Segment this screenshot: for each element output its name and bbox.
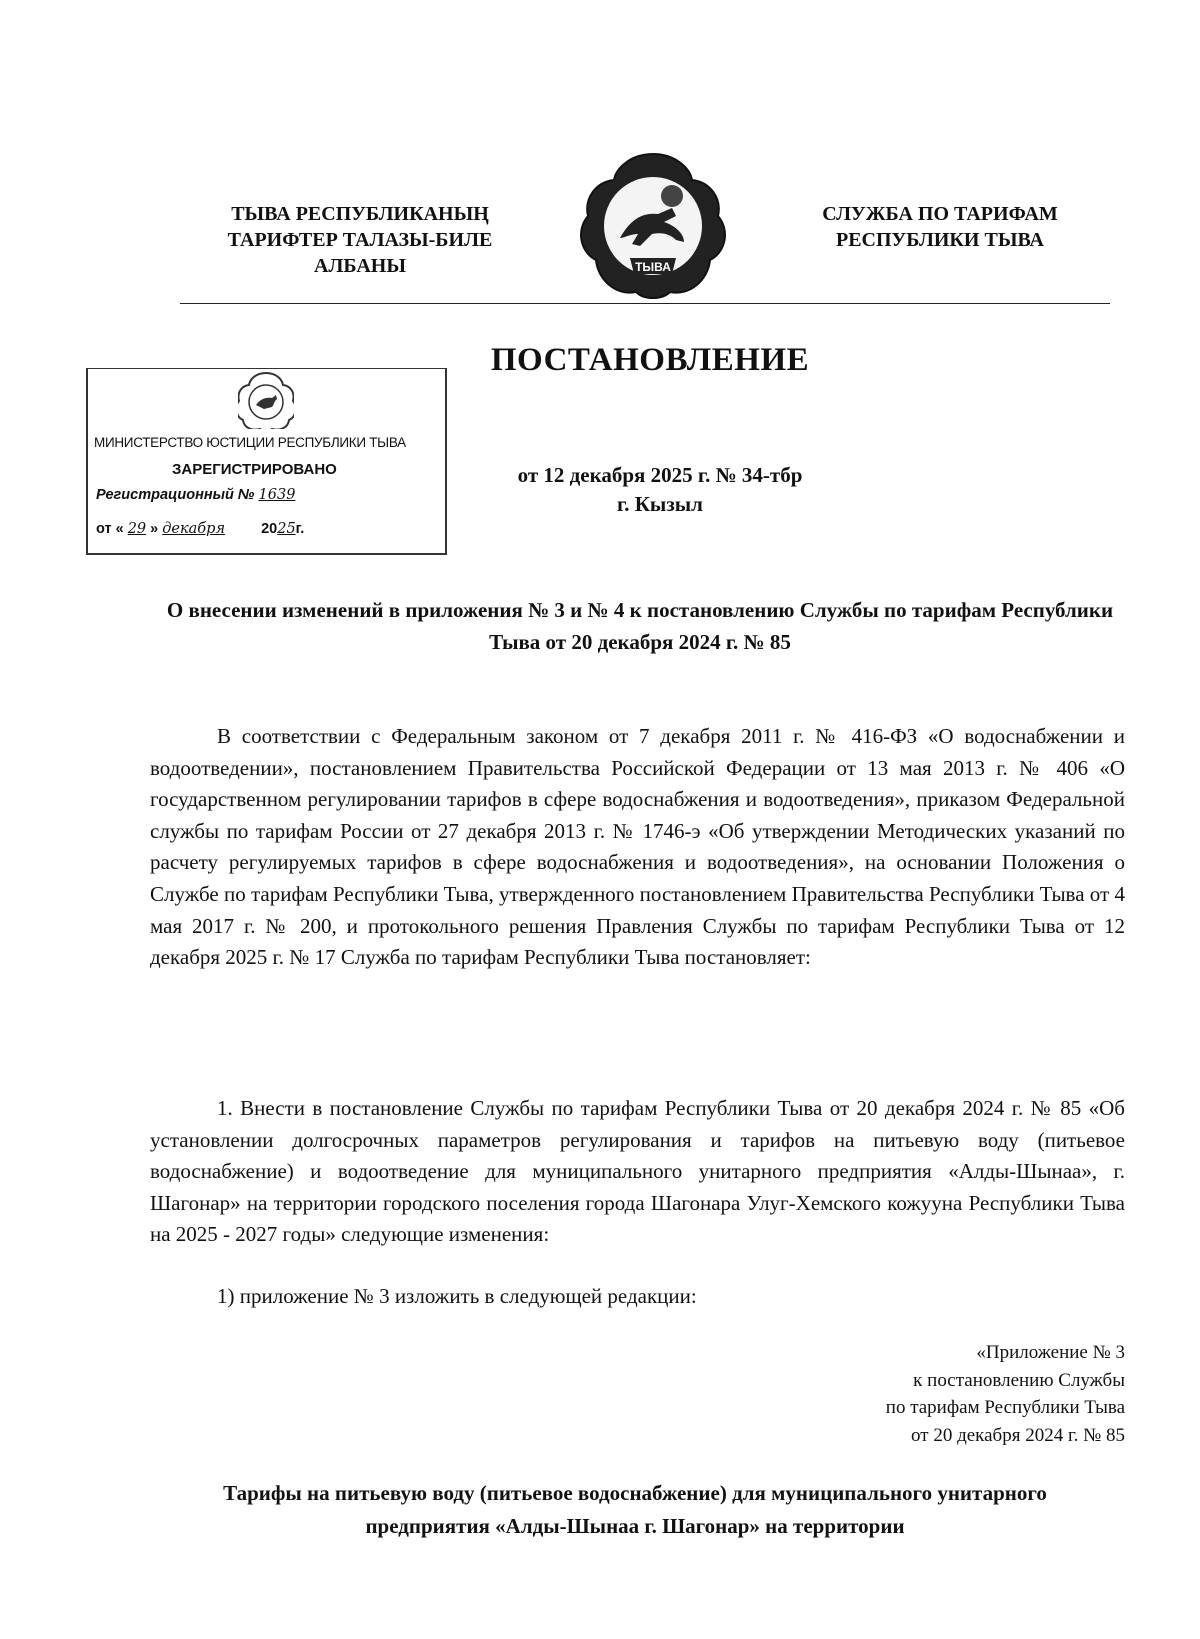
header-left-text: ТЫВА РЕСПУБЛИКАНЫҢ ТАРИФТЕР ТАЛАЗЫ-БИЛЕ АЛБАНЫ (227, 203, 493, 277)
stamp-date-end: г. (295, 521, 305, 537)
registration-stamp (86, 368, 447, 555)
stamp-date-mid: » (150, 521, 159, 537)
tariffs-section-title: Тарифы на питьевую воду (питьевое водоснабжение) для муниципального унитарного предприятия «Алды-Шынаа г. Шагонар» на территории (223, 1481, 1047, 1538)
tuva-coat-of-arms-icon (580, 150, 726, 300)
document-date-number: от 12 декабря 2025 г. № 34-тбр (517, 463, 803, 487)
stamp-date-day: 29 (127, 521, 147, 537)
header-divider (180, 303, 1110, 304)
stamp-date-month: декабря (162, 521, 226, 537)
stamp-date-year-prefix: 20 (261, 521, 278, 537)
document-subject: О внесении изменений в приложения № 3 и № 4 к постановлению Службы по тарифам Республики Тыва от 20 декабря 2024 г. № 85 (166, 598, 1114, 654)
body-paragraph: В соответствии с Федеральным законом от 7 декабря 2011 г. № 416-ФЗ «О водоснабжении и водоотведении», постановлением Правительства Российской Федерации от 13 мая 2013 г. № 406 «О государственном регулировании тарифов в сфере водоснабжения и водоотведения», приказом Федеральной службы по тарифам России от 27 декабря 2013 г. № 1746-э «Об утверждении Методических указаний по расчету регулируемых тарифов в сфере водоснабжения и водоотведения», на основании Положения о Службе по тарифам Республики Тыва, утвержденного постановлением Правительства Республики Тыва от 4 мая 2017 г. № 200, и протокольного решения Правления Службы по тарифам Республики Тыва от 12 декабря 2025 г. № 17 Служба по тарифам Республики Тыва постановляет: (150, 724, 1125, 970)
header-right-text: СЛУЖБА ПО ТАРИФАМ РЕСПУБЛИКИ ТЫВА (822, 203, 1058, 251)
stamp-registration-number-row (96, 487, 299, 503)
stamp-registered: ЗАРЕГИСТРИРОВАНО (172, 461, 337, 478)
emblem-label: ТЫВА (635, 260, 671, 274)
stamp-reg-label: Регистрационный № (96, 487, 255, 503)
stamp-date-year-suffix: 25 (277, 521, 296, 537)
stamp-reg-number: 1639 (258, 487, 296, 503)
stamp-ministry: МИНИСТЕРСТВО ЮСТИЦИИ РЕСПУБЛИКИ ТЫВА (94, 435, 406, 450)
body-paragraph: 1) приложение № 3 изложить в следующей редакции: (217, 1284, 697, 1308)
stamp-date-row (96, 521, 304, 537)
document-city: г. Кызыл (617, 492, 703, 516)
appendix-reference: «Приложение № 3 к постановлению Службы по тарифам Республики Тыва от 20 декабря 2024 г. № 85 (885, 1342, 1125, 1446)
stamp-date-prefix: от « (96, 521, 124, 537)
stamp-emblem-icon (238, 371, 294, 429)
body-paragraph: 1. Внести в постановление Службы по тарифам Республики Тыва от 20 декабря 2024 г. № 85 «Об установлении долгосрочных параметров регулирования и тарифов на питьевую воду (питьевое водоснабжение) и водоотведение для муниципального унитарного предприятия «Алды-Шынаа», г. Шагонар» на территории городского поселения города Шагонара Улуг-Хемского кожууна Республики Тыва на 2025 - 2027 годы» следующие изменения: (150, 1096, 1125, 1247)
document-type-title: ПОСТАНОВЛЕНИЕ (490, 342, 810, 378)
